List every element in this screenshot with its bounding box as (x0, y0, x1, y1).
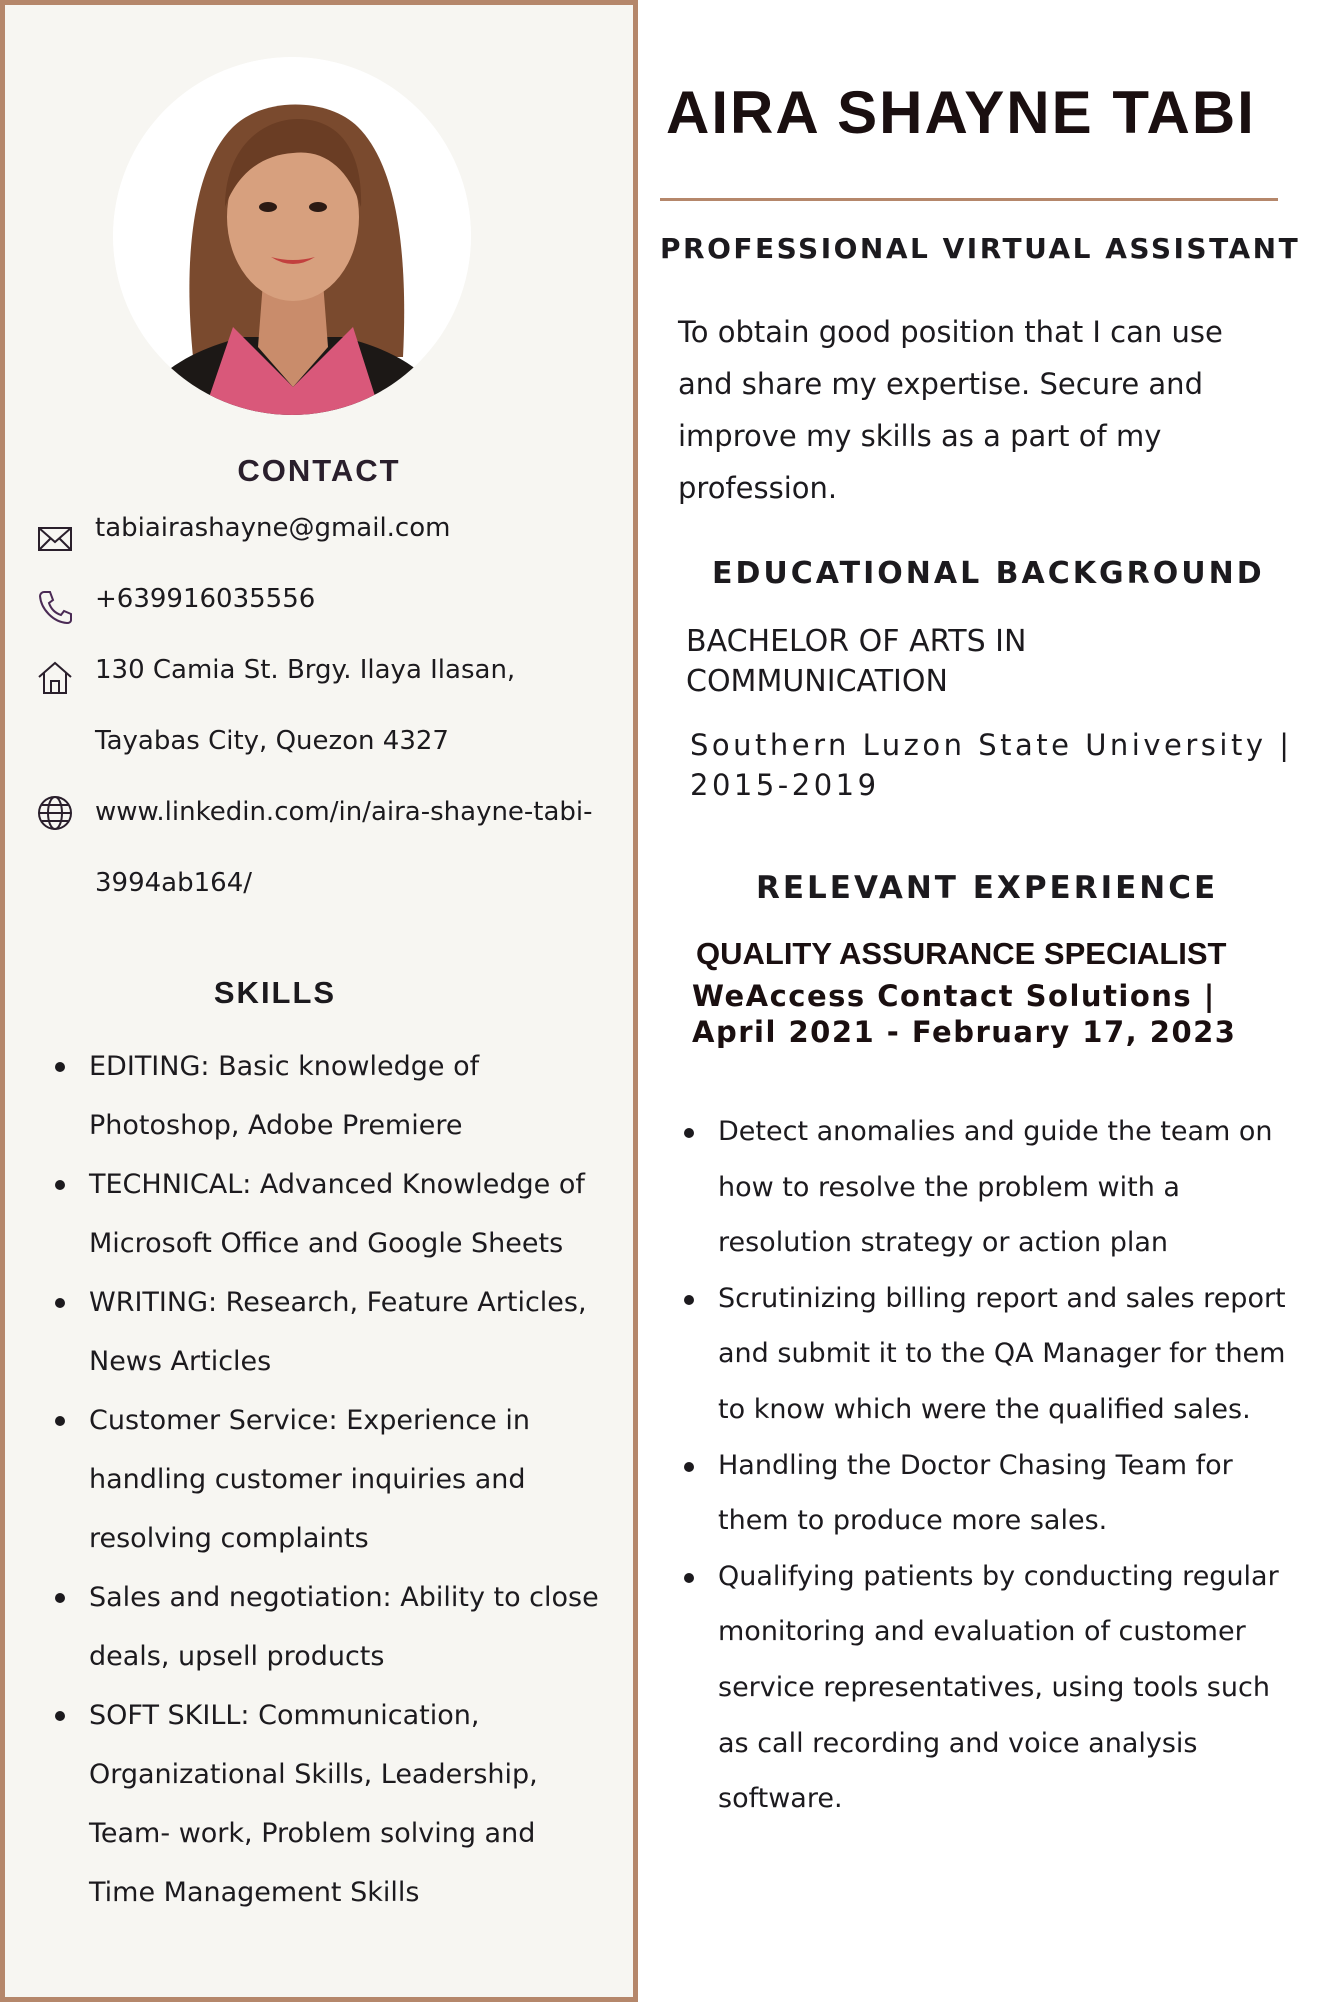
profile-photo (113, 57, 471, 415)
job-role: PROFESSIONAL VIRTUAL ASSISTANT (660, 232, 1301, 265)
skills-list (45, 1037, 605, 1922)
address-line-1: 130 Camia St. Brgy. Ilaya Ilasan, (95, 655, 516, 685)
duty-item: Detect anomalies and guide the team on how to resolve the problem with a resolution strategy or action plan (680, 1104, 1292, 1271)
degree-text: BACHELOR OF ARTS IN COMMUNICATION (686, 624, 1027, 699)
experience-heading: RELEVANT EXPERIENCE (756, 870, 1219, 906)
contact-heading: CONTACT (237, 453, 401, 488)
name-divider (660, 198, 1278, 201)
linkedin-line-2[interactable]: 3994ab164/ (95, 868, 252, 898)
company-text: WeAccess Contact Solutions | April 2021 - February 17, 2023 (692, 979, 1237, 1049)
skill-item: Sales and negotiation: Ability to close deals, upsell products (45, 1568, 605, 1686)
candidate-name: AIRA SHAYNE TABI (666, 79, 1256, 146)
phone-icon (35, 587, 75, 627)
skill-item: Customer Service: Experience in handling customer inquiries and resolving complaints (45, 1391, 605, 1568)
sidebar (0, 0, 638, 2002)
skill-item: EDITING: Basic knowledge of Photoshop, Adobe Premiere (45, 1037, 605, 1155)
email-text[interactable]: tabiairashayne@gmail.com (95, 513, 451, 543)
linkedin-line-1[interactable]: www.linkedin.com/in/aira-shayne-tabi- (95, 797, 593, 827)
job-title: QUALITY ASSURANCE SPECIALIST (696, 936, 1227, 971)
skill-item: SOFT SKILL: Communication, Organizational Skills, Leadership, Team- work, Problem solving and Time Management Skills (45, 1686, 605, 1922)
duty-item: Handling the Doctor Chasing Team for them to produce more sales. (680, 1438, 1292, 1549)
education-heading: EDUCATIONAL BACKGROUND (712, 556, 1265, 591)
home-icon (35, 657, 75, 697)
objective-text: To obtain good position that I can use and share my expertise. Secure and improve my skills as a part of my profession. (678, 315, 1223, 505)
skills-heading: SKILLS (213, 975, 337, 1010)
skill-item: TECHNICAL: Advanced Knowledge of Microsoft Office and Google Sheets (45, 1155, 605, 1273)
globe-icon (35, 793, 75, 833)
phone-text[interactable]: +639916035556 (95, 584, 316, 614)
duty-item: Qualifying patients by conducting regular monitoring and evaluation of customer service representatives, using tools such as call recording and voice analysis software. (680, 1549, 1292, 1827)
school-text: Southern Luzon State University | 2015-2019 (690, 728, 1293, 802)
mail-icon (35, 519, 75, 559)
duty-item: Scrutinizing billing report and sales report and submit it to the QA Manager for them to know which were the qualified sales. (680, 1271, 1292, 1438)
address-line-2: Tayabas City, Quezon 4327 (95, 726, 449, 756)
skill-item: WRITING: Research, Feature Articles, News Articles (45, 1273, 605, 1391)
duties-list (680, 1104, 1292, 1827)
